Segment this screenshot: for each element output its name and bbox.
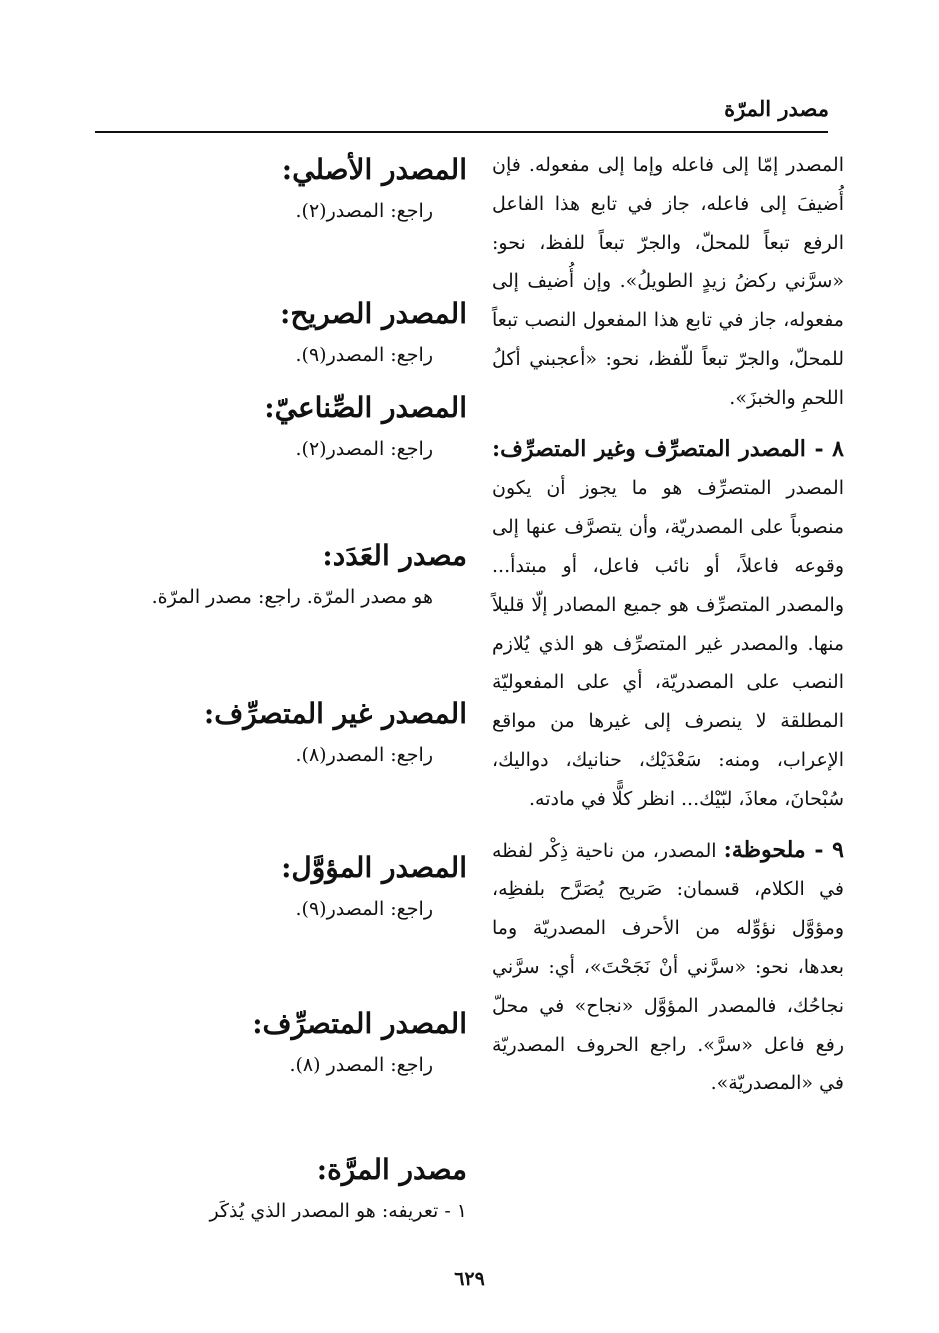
entry-reference: راجع: المصدر(٩). [295, 898, 433, 920]
entry-title: المصدر الصريح: [280, 297, 467, 330]
entry-asli [117, 148, 467, 230]
entry-sarih [117, 292, 467, 374]
entry-reference: راجع: المصدر(٨). [295, 744, 433, 766]
entry-definition: ١ - تعريفه: هو المصدر الذي يُذكَر [209, 1200, 467, 1222]
paragraph-8 [492, 430, 844, 819]
entry-title: المصدر المؤوَّل: [281, 851, 467, 884]
entry-reference: راجع: المصدر (٨). [289, 1054, 433, 1076]
entry-muawwal [117, 846, 467, 928]
entry-ghayr-mutasarrif [117, 692, 467, 774]
entry-reference: راجع: المصدر(٢). [295, 438, 433, 460]
right-column [492, 146, 844, 1103]
entry-title: المصدر الصِّناعيّ: [264, 391, 467, 424]
entry-mutasarrif [117, 1002, 467, 1084]
entry-title: المصدر غير المتصرِّف: [203, 697, 467, 730]
paragraph-9-heading: ٩ - ملحوظة: [723, 836, 844, 863]
paragraph-continuation: المصدر إمّا إلى فاعله وإما إلى مفعوله. فإن أُضيفَ إلى فاعله، جاز في تابع هذا الفاعل الرفع تبعاً للمحلّ، والجرّ تبعاً للفظ، نحو: «سرَّني ركضُ زيدٍ الطويلُ». وإن أُضيف إلى مفعوله، جاز في تابع هذا المفعول النصب تبعاً للمحلّ، والجرّ تبعاً للّفظ، نحو: «أعجبني أكلُ اللحمِ والخبزَ». [492, 154, 844, 409]
entry-reference: هو مصدر المرّة. راجع: مصدر المرّة. [151, 586, 433, 608]
running-title: مصدر المرّة [724, 96, 829, 121]
page-number: ٦٢٩ [454, 1268, 485, 1290]
paragraph-8-text: المصدر المتصرِّف هو ما يجوز أن يكون منصوباً على المصدريّة، وأن يتصرَّف عنها إلى وقوعه فاعلاً، أو نائب فاعل، أو مبتدأ... والمصدر المتصرِّف هو جميع المصادر إلّا قليلاً منها. والمصدر غير المتصرِّف هو الذي يُلازم النصب على المصدريّة، أي على المفعوليّة المطلقة لا ينصرف إلى غيرها من مواقع الإعراب، ومنه: سَعْدَيْك، حنانيك، دواليك، سُبْحانَ، معاذَ، لبّيْك... انظر كلًّا في مادته. [492, 477, 844, 810]
entry-marra [117, 1148, 467, 1230]
entry-title: المصدر الأصلي: [281, 153, 467, 186]
paragraph-9 [492, 831, 844, 1104]
entry-sinai [117, 386, 467, 468]
paragraph-9-text: المصدر، من ناحية ذِكْر لفظه في الكلام، قسمان: صَريح يُصَرَّح بلفظِه، ومؤوَّل نؤوِّله من الأحرف المصدريّة وما بعدها، نحو: «سرَّني أنْ نَجَحْتَ»، أي: سرَّني نجاحُك، فالمصدر المؤوَّل «نجاح» في محلّ رفع فاعل «سرَّ». راجع الحروف المصدريّة في «المصدريّة». [492, 839, 844, 1095]
entry-title: المصدر المتصرِّف: [252, 1007, 467, 1040]
entry-adad [117, 534, 467, 616]
entry-title: مصدر العَدَد: [322, 539, 467, 572]
paragraph-8-heading: ٨ - المصدر المتصرِّف وغير المتصرِّف: [492, 435, 844, 462]
entry-reference: راجع: المصدر(٩). [295, 344, 433, 366]
header-rule [95, 131, 828, 133]
entry-reference: راجع: المصدر(٢). [295, 200, 433, 222]
entry-title: مصدر المرَّة: [316, 1153, 467, 1186]
